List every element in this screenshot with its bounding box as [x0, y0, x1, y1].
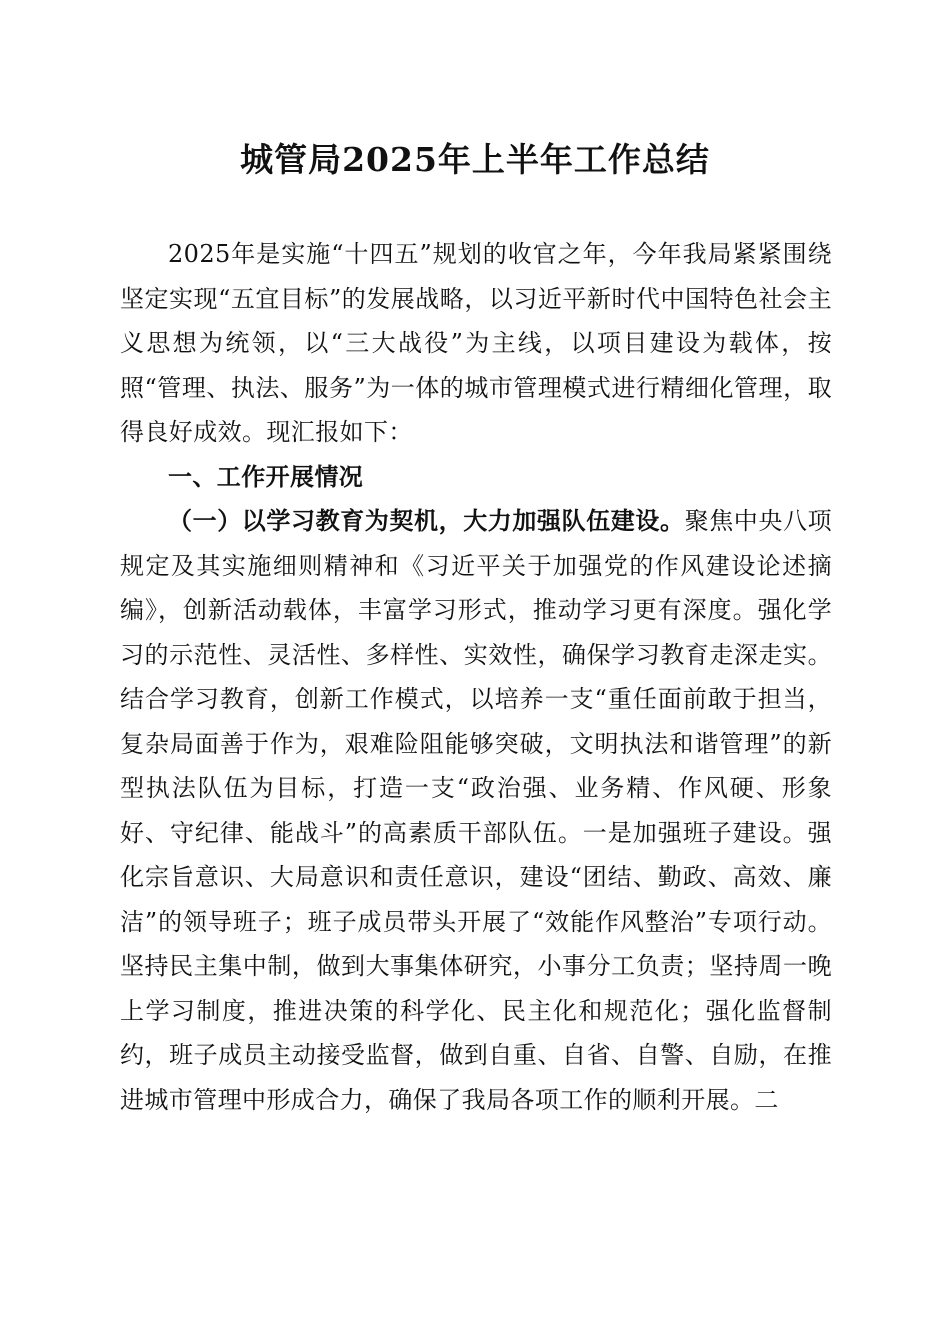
section-heading-work-status: 一、工作开展情况: [168, 462, 364, 491]
subsection-lead: （一）以学习教育为契机，大力加强队伍建设。: [168, 506, 685, 535]
subsection-paragraph-team-building: [120, 499, 832, 1122]
subsection-body-text: 聚焦中央八项规定及其实施细则精神和《习近平关于加强党的作风建设论述摘编》，创新活动载体，丰富学习形式，推动学习更有深度。强化学习的示范性、灵活性、多样性、实效性，确保学习教育走深走实。结合学习教育，创新工作模式，以培养一支“重任面前敢于担当，复杂局面善于作为，艰难险阻能够突破，文明执法和谐管理”的新型执法队伍为目标，打造一支“政治强、业务精、作风硬、形象好、守纪律、能战斗”的高素质干部队伍。一是加强班子建设。强化宗旨意识、大局意识和责任意识，建设“团结、勤政、高效、廉洁”的领导班子；班子成员带头开展了“效能作风整治”专项行动。坚持民主集中制，做到大事集体研究，小事分工负责；坚持周一晚上学习制度，推进决策的科学化、民主化和规范化；强化监督制约，班子成员主动接受监督，做到自重、自省、自警、自励，在推进城市管理中形成合力，确保了我局各项工作的顺利开展。二: [120, 507, 832, 1114]
document-body: [120, 232, 832, 1122]
intro-paragraph: 2025年是实施“十四五”规划的收官之年，今年我局紧紧围绕坚定实现“五宜目标”的发展战略，以习近平新时代中国特色社会主义思想为统领，以“三大战役”为主线，以项目建设为载体，按照“管理、执法、服务”为一体的城市管理模式进行精细化管理，取得良好成效。现汇报如下：: [120, 240, 832, 446]
document-title: 城管局2025年上半年工作总结: [240, 140, 710, 179]
